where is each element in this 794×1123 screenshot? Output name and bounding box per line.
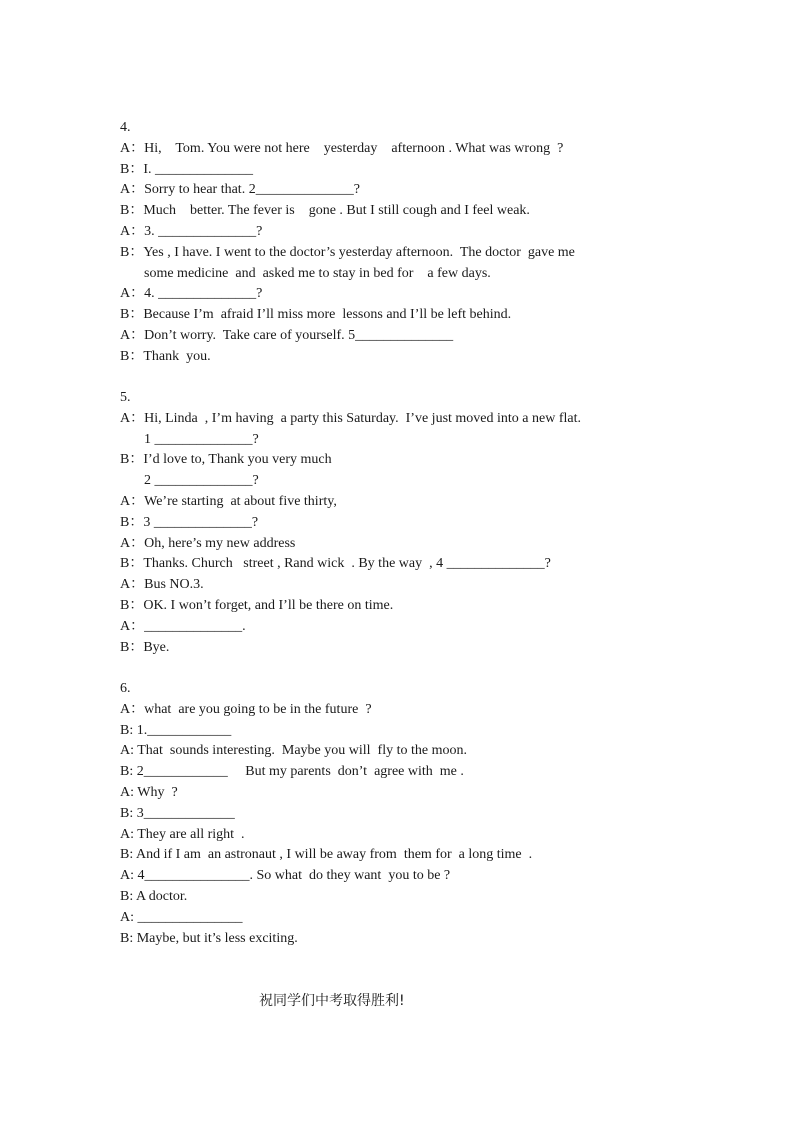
dialogue-line: B: 1.____________ — [120, 722, 232, 738]
dialogue-line: B: A doctor. — [120, 888, 188, 904]
dialogue-line: B: 3_____________ — [120, 805, 235, 821]
dialogue-line: B：Bye. — [120, 639, 170, 655]
section-number: 4. — [120, 120, 131, 135]
dialogue-line: B：3 ______________? — [120, 514, 259, 530]
dialogue-line: A: Why ? — [120, 784, 178, 800]
dialogue-line-continued: 1 ______________? — [144, 431, 259, 447]
dialogue-line: B: And if I am an astronaut , I will be away from them for a long time . — [120, 847, 533, 863]
section-number: 6. — [120, 681, 131, 696]
dialogue-section-4 — [120, 118, 690, 368]
dialogue-line: B：Thanks. Church street , Rand wick . By the way , 4 ______________? — [120, 556, 551, 572]
dialogue-line-continued: 2 ______________? — [144, 473, 259, 489]
dialogue-line: A：Oh, here’s my new address — [120, 535, 296, 551]
dialogue-line: B: Maybe, but it’s less exciting. — [120, 930, 298, 946]
dialogue-line: B：I. ______________ — [120, 161, 253, 177]
dialogue-section-6 — [120, 679, 690, 949]
dialogue-line: B：OK. I won’t forget, and I’ll be there on time. — [120, 597, 394, 613]
dialogue-line: B: 2____________ But my parents don’t agree with me . — [120, 764, 464, 780]
dialogue-line: A：Hi, Linda , I’m having a party this Saturday. I’ve just moved into a new flat. — [120, 410, 581, 426]
dialogue-line: A：Hi, Tom. You were not here yesterday afternoon . What was wrong ? — [120, 140, 564, 156]
dialogue-section-5 — [120, 388, 690, 658]
dialogue-line: A：Bus NO.3. — [120, 577, 204, 593]
dialogue-line: A：______________. — [120, 618, 246, 634]
dialogue-line: A：4. ______________? — [120, 286, 263, 302]
dialogue-line: B：Yes , I have. I went to the doctor’s yesterday afternoon. The doctor gave me — [120, 244, 575, 260]
dialogue-line: A：Sorry to hear that. 2______________? — [120, 182, 360, 198]
dialogue-line: A：3. ______________? — [120, 223, 263, 239]
dialogue-line: A: That sounds interesting. Maybe you will fly to the moon. — [120, 743, 467, 759]
dialogue-line: A: They are all right . — [120, 826, 245, 842]
dialogue-line: A：Don’t worry. Take care of yourself. 5______________ — [120, 327, 454, 343]
dialogue-line: B：I’d love to, Thank you very much — [120, 452, 332, 468]
dialogue-line-continued: some medicine and asked me to stay in bed for a few days. — [144, 265, 491, 281]
dialogue-line: B：Much better. The fever is gone . But I still cough and I feel weak. — [120, 203, 530, 219]
footer-message: 祝同学们中考取得胜利! — [259, 993, 405, 1009]
dialogue-line: B：Because I’m afraid I’ll miss more lessons and I’ll be left behind. — [120, 307, 512, 323]
dialogue-line: A：what are you going to be in the future ? — [120, 701, 372, 717]
dialogue-line: A: _______________ — [120, 909, 243, 925]
dialogue-line: A：We’re starting at about five thirty, — [120, 493, 337, 509]
dialogue-line: B：Thank you. — [120, 348, 211, 364]
section-number: 5. — [120, 390, 131, 405]
dialogue-line: A: 4_______________. So what do they want you to be ? — [120, 868, 451, 884]
